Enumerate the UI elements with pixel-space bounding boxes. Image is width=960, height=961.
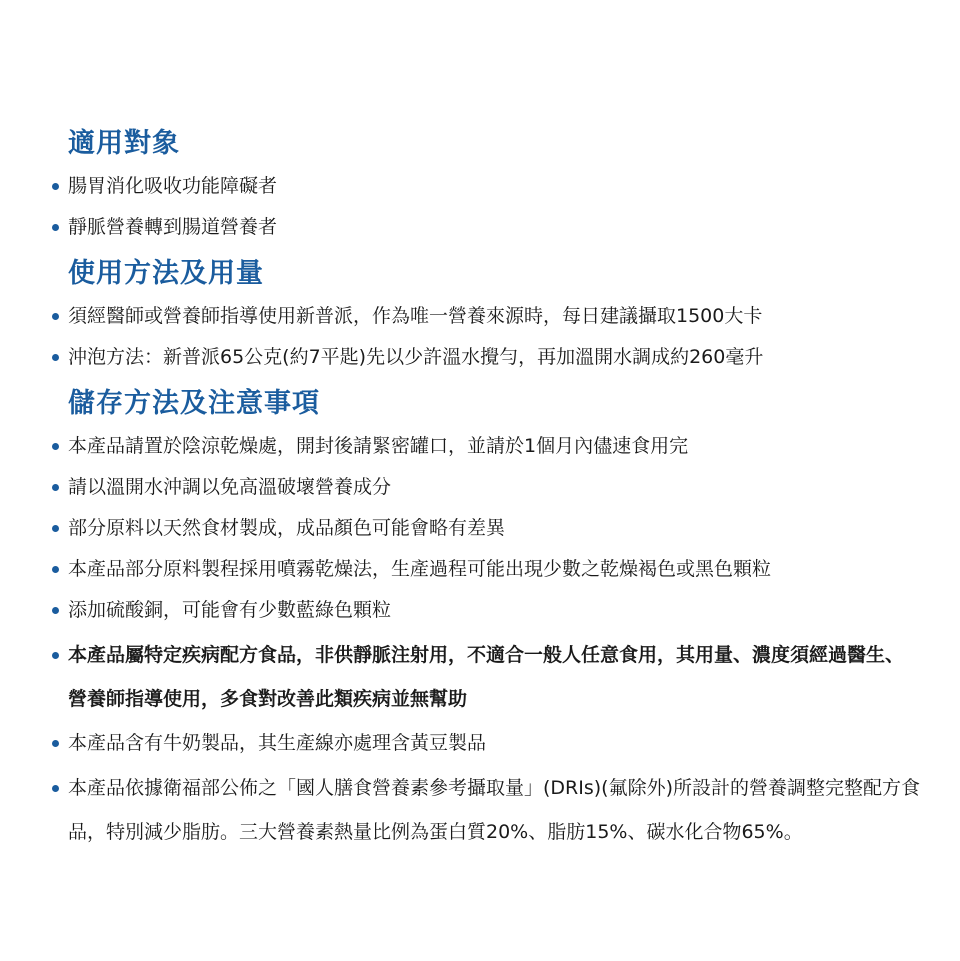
list-item-text: 本產品部分原料製程採用噴霧乾燥法，生產過程可能出現少數之乾燥褐色或黑色顆粒	[68, 558, 772, 580]
storage-notes-list	[0, 428, 960, 854]
bullet-dot-icon	[52, 740, 59, 747]
list-item-text: 本產品屬特定疾病配方食品，非供靜脈注射用，不適合一般人任意食用，其用量、濃度須經過醫生、營養師指導使用，多食對改善此類疾病並無幫助	[68, 644, 905, 710]
list-item	[0, 339, 960, 376]
list-item	[0, 298, 960, 335]
bullet-dot-icon	[52, 525, 59, 532]
usage-list	[0, 298, 960, 376]
bullet-dot-icon	[52, 566, 59, 573]
list-item-text: 腸胃消化吸收功能障礙者	[68, 175, 278, 197]
list-item-text: 須經醫師或營養師指導使用新普派，作為唯一營養來源時，每日建議攝取1500大卡	[68, 305, 763, 327]
section-title-storage-notes: 儲存方法及注意事項	[68, 388, 320, 419]
bullet-dot-icon	[52, 607, 59, 614]
bullet-dot-icon	[52, 484, 59, 491]
section-title-target-users: 適用對象	[68, 128, 180, 159]
list-item-text: 沖泡方法：新普派65公克(約7平匙)先以少許溫水攪勻，再加溫開水調成約260毫升	[68, 346, 764, 368]
list-item	[0, 725, 960, 762]
list-item-warning	[0, 633, 960, 721]
list-item	[0, 209, 960, 246]
list-item-text: 本產品含有牛奶製品，其生產線亦處理含黃豆製品	[68, 732, 487, 754]
list-item	[0, 592, 960, 629]
bullet-dot-icon	[52, 443, 59, 450]
bullet-dot-icon	[52, 354, 59, 361]
list-item	[0, 551, 960, 588]
bullet-dot-icon	[52, 652, 59, 659]
list-item-text: 本產品依據衛福部公佈之「國人膳食營養素參考攝取量」(DRIs)(氟除外)所設計的營養調整完整配方食品，特別減少脂肪。三大營養素熱量比例為蛋白質20%、脂肪15%、碳水化合物65%。	[68, 777, 920, 843]
list-item-text: 靜脈營養轉到腸道營養者	[68, 216, 278, 238]
list-item-text: 請以溫開水沖調以免高溫破壞營養成分	[68, 476, 392, 498]
target-users-list	[0, 168, 960, 246]
section-title-usage: 使用方法及用量	[68, 258, 264, 289]
list-item-text: 本產品請置於陰涼乾燥處，開封後請緊密罐口，並請於1個月內儘速食用完	[68, 435, 689, 457]
bullet-dot-icon	[52, 183, 59, 190]
list-item	[0, 766, 960, 854]
bullet-dot-icon	[52, 785, 59, 792]
bullet-dot-icon	[52, 224, 59, 231]
list-item	[0, 510, 960, 547]
list-item-text: 添加硫酸銅，可能會有少數藍綠色顆粒	[68, 599, 392, 621]
list-item	[0, 168, 960, 205]
bullet-dot-icon	[52, 313, 59, 320]
list-item	[0, 469, 960, 506]
list-item	[0, 428, 960, 465]
list-item-text: 部分原料以天然食材製成，成品顏色可能會略有差異	[68, 517, 506, 539]
